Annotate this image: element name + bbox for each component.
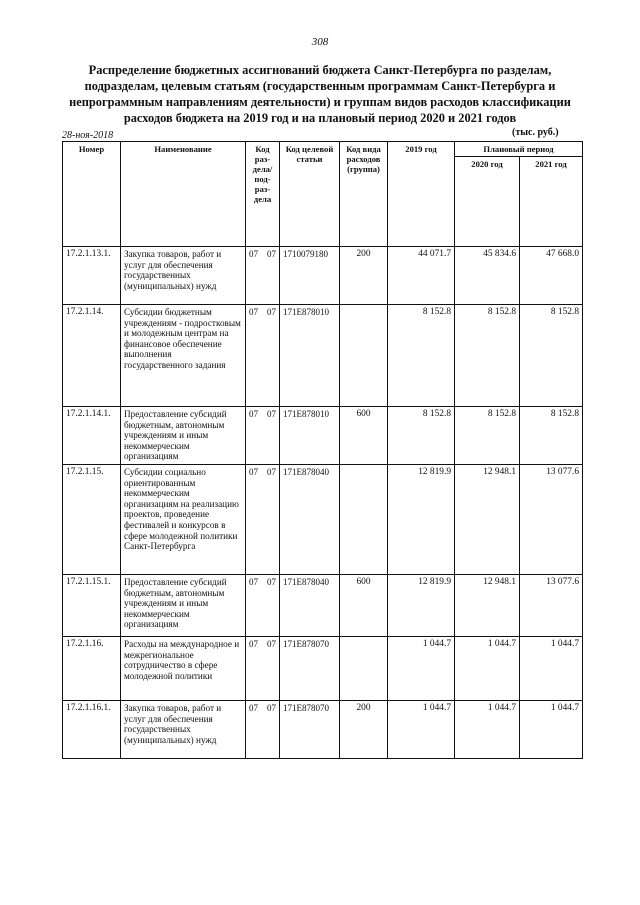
- table-row: [63, 305, 583, 407]
- section-code: 07: [249, 702, 258, 713]
- table-row: [63, 636, 583, 700]
- budget-table: [62, 141, 583, 759]
- section-code: 07: [249, 576, 258, 587]
- row-section-code: [246, 574, 280, 636]
- row-name: Субсидии социально ориентированным некоммерческим организациям на реализацию проектов, проведение фестивалей и конкурсов в сфере молодежной политики Санкт-Петербурга: [121, 464, 246, 574]
- units-label: (тыс. руб.): [512, 127, 559, 138]
- row-number: 17.2.1.14.: [63, 305, 121, 407]
- row-section-code: [246, 305, 280, 407]
- row-section-code: [246, 636, 280, 700]
- row-section-code: [246, 407, 280, 465]
- table-row: [63, 700, 583, 758]
- row-expense-type: [340, 305, 388, 407]
- section-code: 07: [249, 466, 258, 477]
- row-expense-type: [340, 464, 388, 574]
- table-row: [63, 407, 583, 465]
- row-value-2020: 8 152.8: [455, 305, 520, 407]
- subsection-code: 07: [267, 702, 276, 713]
- subsection-code: 07: [267, 249, 276, 259]
- header-year-2019: 2019 год: [388, 142, 455, 247]
- row-number: 17.2.1.14.1.: [63, 407, 121, 465]
- row-section-code: [246, 247, 280, 305]
- row-number: 17.2.1.16.1.: [63, 700, 121, 758]
- row-expense-type: 200: [340, 700, 388, 758]
- section-code: 07: [249, 638, 258, 649]
- row-value-2019: 12 819.9: [388, 464, 455, 574]
- subsection-code: 07: [267, 466, 276, 477]
- row-number: 17.2.1.16.: [63, 636, 121, 700]
- row-number: 17.2.1.15.: [63, 464, 121, 574]
- subsection-code: 07: [267, 638, 276, 649]
- header-name: Наименование: [121, 142, 246, 247]
- document-date: 28-ноя-2018: [62, 130, 114, 141]
- row-article-code: 171Е878040: [280, 574, 340, 636]
- row-article-code: 1710079180: [280, 247, 340, 305]
- header-expense-type-code: Код вида расходов (группа): [340, 142, 388, 247]
- table-row: [63, 464, 583, 574]
- row-value-2020: 12 948.1: [455, 464, 520, 574]
- header-number: Номер: [63, 142, 121, 247]
- row-article-code: 171Е878010: [280, 305, 340, 407]
- row-article-code: 171Е878010: [280, 407, 340, 465]
- table-row: [63, 574, 583, 636]
- page-number: 308: [311, 36, 329, 48]
- row-name: Предоставление субсидий бюджетным, автономным учреждениям и иным некоммерческим организациям: [121, 574, 246, 636]
- row-name: Предоставление субсидий бюджетным, автономным учреждениям и иным некоммерческим организациям: [121, 407, 246, 465]
- row-section-code: [246, 700, 280, 758]
- row-value-2021: 8 152.8: [520, 407, 583, 465]
- row-value-2019: 1 044.7: [388, 636, 455, 700]
- subsection-code: 07: [267, 576, 276, 587]
- row-value-2020: 1 044.7: [455, 636, 520, 700]
- subsection-code: 07: [267, 409, 276, 419]
- header-planned-period: Плановый период: [455, 142, 583, 157]
- row-article-code: 171Е878040: [280, 464, 340, 574]
- section-code: 07: [249, 307, 258, 317]
- table-body: [63, 247, 583, 759]
- row-expense-type: 600: [340, 574, 388, 636]
- header-section-code: Код раз-дела/ под-раз-дела: [246, 142, 280, 247]
- row-name: Закупка товаров, работ и услуг для обеспечения государственных (муниципальных) нужд: [121, 700, 246, 758]
- row-value-2021: 13 077.6: [520, 574, 583, 636]
- row-value-2020: 8 152.8: [455, 407, 520, 465]
- header-year-2021: 2021 год: [520, 157, 583, 247]
- row-section-code: [246, 464, 280, 574]
- row-name: Субсидии бюджетным учреждениям - подростковым и молодежным центрам на финансовое обеспечение выполнения государственного задания: [121, 305, 246, 407]
- row-article-code: 171Е878070: [280, 636, 340, 700]
- row-value-2019: 8 152.8: [388, 407, 455, 465]
- row-name: Расходы на международное и межрегиональное сотрудничество в сфере молодежной политики: [121, 636, 246, 700]
- row-value-2020: 12 948.1: [455, 574, 520, 636]
- section-code: 07: [249, 409, 258, 419]
- table-row: [63, 247, 583, 305]
- row-value-2019: 12 819.9: [388, 574, 455, 636]
- subsection-code: 07: [267, 307, 276, 317]
- section-code: 07: [249, 249, 258, 259]
- row-expense-type: [340, 636, 388, 700]
- document-title: Распределение бюджетных ассигнований бюджета Санкт-Петербурга по разделам, подразделам, целевым статьям (государственным программам Санкт-Петербурга и непрограммным направлениям деятельности) и группам видов расходов классификации расходов бюджета на 2019 год и на плановый период 2020 и 2021 годов: [69, 63, 571, 125]
- row-value-2021: 1 044.7: [520, 636, 583, 700]
- row-value-2021: 8 152.8: [520, 305, 583, 407]
- row-article-code: 171Е878070: [280, 700, 340, 758]
- row-number: 17.2.1.15.1.: [63, 574, 121, 636]
- row-expense-type: 600: [340, 407, 388, 465]
- row-value-2021: 1 044.7: [520, 700, 583, 758]
- row-value-2020: 1 044.7: [455, 700, 520, 758]
- row-value-2020: 45 834.6: [455, 247, 520, 305]
- row-name: Закупка товаров, работ и услуг для обеспечения государственных (муниципальных) нужд: [121, 247, 246, 305]
- row-value-2019: 44 071.7: [388, 247, 455, 305]
- row-value-2021: 47 668.0: [520, 247, 583, 305]
- row-value-2019: 8 152.8: [388, 305, 455, 407]
- row-expense-type: 200: [340, 247, 388, 305]
- row-value-2021: 13 077.6: [520, 464, 583, 574]
- row-value-2019: 1 044.7: [388, 700, 455, 758]
- header-year-2020: 2020 год: [455, 157, 520, 247]
- row-number: 17.2.1.13.1.: [63, 247, 121, 305]
- header-article-code: Код целевой статьи: [280, 142, 340, 247]
